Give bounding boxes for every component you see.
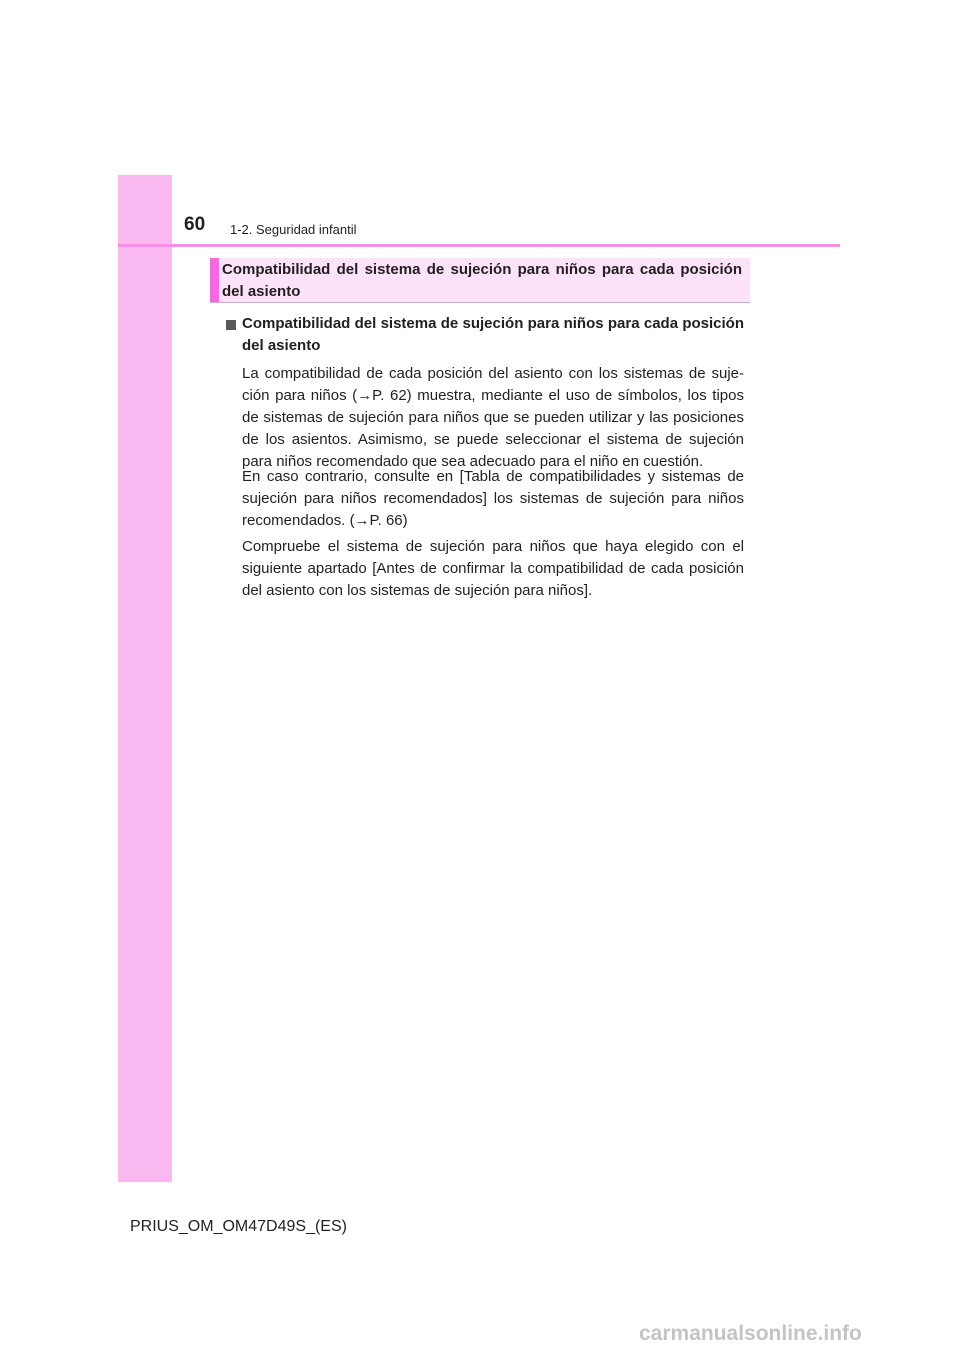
paragraph: En caso contrario, consulte en [Tabla de compatibilidades y sistemas de sujeción para niños recomendados] los sistemas de sujeción para niños recomendados. (→P. 66) [242,468,744,529]
document-code: PRIUS_OM_OM47D49S_(ES) [130,1218,347,1235]
section-box-title: Compatibilidad del sistema de sujeción para niños para cada posición del asiento [222,261,742,300]
subsection-heading: Compatibilidad del sistema de sujeción para niños para cada posición del asiento [242,315,744,354]
side-tab-band [118,175,172,1182]
section-title: 1-2. Seguridad infantil [230,222,357,237]
paragraph: La compatibilidad de cada posición del asiento con los sistemas de sujeción para niños (→P. 62) muestra, mediante el uso de símbolos, los tipos de sistemas de sujeción para niños que se pueden utilizar y las posiciones de los asientos. Asimismo, se puede seleccionar el sistema de sujeción para niños recomendado que sea adecuado para el niño en cuestión. [242,365,744,470]
page-number: 60 [184,214,206,235]
square-bullet-icon [226,320,236,330]
section-box-accent [210,258,219,302]
header-divider [118,244,840,247]
paragraph: Compruebe el sistema de sujeción para niños que haya elegido con el siguiente apartado [Antes de confirmar la compatibilidad de cada posición del asiento con los sistemas de sujeción para niños]. [242,538,744,599]
watermark: carmanualsonline.info [639,1322,862,1345]
